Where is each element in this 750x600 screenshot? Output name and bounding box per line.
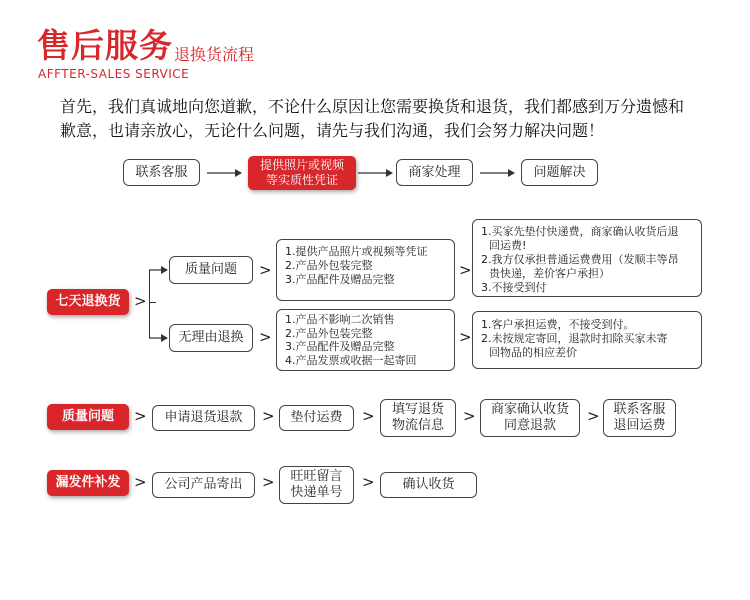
branch-arrow-bottom-icon	[149, 332, 169, 344]
no-reason-return-box: 无理由退换	[169, 324, 253, 352]
quality-condition-item: 1.提供产品照片或视频等凭证	[285, 245, 428, 258]
confirm-receipt-box: 确认收货	[380, 472, 477, 498]
gt-icon: >	[362, 473, 375, 491]
flow1-arrow-2-icon	[358, 166, 394, 180]
quality-policy-item: 1.买家先垫付快递费，商家确认收货后退	[481, 225, 679, 238]
quality-condition-item: 3.产品配件及赠品完整	[285, 273, 395, 286]
page-subtitle: 退换货流程	[174, 45, 255, 64]
quality-policy-item: 回运费!	[489, 239, 527, 252]
flow1-step-problem-solved: 问题解决	[521, 159, 598, 186]
no-reason-condition-item: 3.产品配件及赠品完整	[285, 340, 395, 353]
branch-vertical-line	[149, 270, 150, 338]
flow1-arrow-1-icon	[207, 166, 243, 180]
gt-icon: >	[259, 261, 272, 279]
no-reason-conditions-list	[276, 309, 455, 371]
intro-line-2: 歉意，也请亲放心，无论什么问题，请先与我们沟通，我们会努力解决问题！	[60, 121, 605, 140]
page-english-title: AFFTER-SALES SERVICE	[38, 67, 190, 81]
no-reason-policy-item: 2.未按规定寄回，退款时扣除买家未寄	[481, 332, 668, 345]
gt-icon: >	[262, 473, 275, 491]
quality-problem-label: 质量问题	[47, 404, 129, 430]
quality-issue-box: 质量问题	[169, 256, 253, 284]
gt-icon: >	[259, 328, 272, 346]
gt-icon: >	[587, 407, 600, 425]
missing-item-label: 漏发件补发	[47, 470, 129, 496]
quality-conditions-list	[276, 239, 455, 301]
gt-icon: >	[262, 407, 275, 425]
gt-icon: >	[134, 292, 147, 310]
gt-icon: >	[459, 328, 472, 346]
gt-icon: >	[134, 473, 147, 491]
prepay-shipping-box: 垫付运费	[279, 405, 354, 431]
no-reason-condition-item: 2.产品外包装完整	[285, 326, 373, 340]
flow1-step-merchant-process: 商家处理	[396, 159, 473, 186]
page-title: 售后服务	[37, 26, 173, 65]
no-reason-policy-item: 1.客户承担运费，不接受到付。	[481, 318, 635, 331]
flow1-step-contact-service: 联系客服	[123, 159, 200, 186]
no-reason-policy-list	[472, 311, 702, 369]
quality-policy-list	[472, 219, 702, 297]
company-ship-box: 公司产品寄出	[152, 472, 255, 498]
flow1-arrow-3-icon	[480, 166, 516, 180]
no-reason-condition-item: 4.产品发票或收据一起寄回	[285, 353, 417, 367]
gt-icon: >	[459, 261, 472, 279]
no-reason-condition-item: 1.产品不影响二次销售	[285, 313, 395, 326]
branch-stem-line	[149, 302, 156, 303]
message-tracking-box: 旺旺留言 快递单号	[279, 466, 354, 504]
gt-icon: >	[134, 407, 147, 425]
flow1-step-provide-evidence: 提供照片或视频 等实质性凭证	[248, 156, 356, 190]
intro-line-1: 首先，我们真诚地向您道歉，不论什么原因让您需要换货和退货，我们都感到万分遗憾和	[60, 97, 685, 116]
quality-condition-item: 2.产品外包装完整	[285, 259, 373, 272]
gt-icon: >	[362, 407, 375, 425]
gt-icon: >	[463, 407, 476, 425]
quality-policy-item: 3.不接受到付	[481, 281, 547, 294]
quality-policy-item: 贵快递，差价客户承担）	[489, 267, 610, 280]
no-reason-policy-item: 回物品的相应差价	[489, 346, 577, 359]
seven-day-return-label: 七天退换货	[47, 289, 129, 315]
branch-arrow-top-icon	[149, 264, 169, 276]
quality-policy-item: 2.我方仅承担普通运费费用（发顺丰等昂	[481, 253, 679, 266]
fill-logistics-box: 填写退货 物流信息	[380, 399, 456, 437]
refund-shipping-box: 联系客服 退回运费	[603, 399, 676, 437]
merchant-confirm-box: 商家确认收货 同意退款	[480, 399, 580, 437]
apply-refund-box: 申请退货退款	[152, 405, 255, 431]
